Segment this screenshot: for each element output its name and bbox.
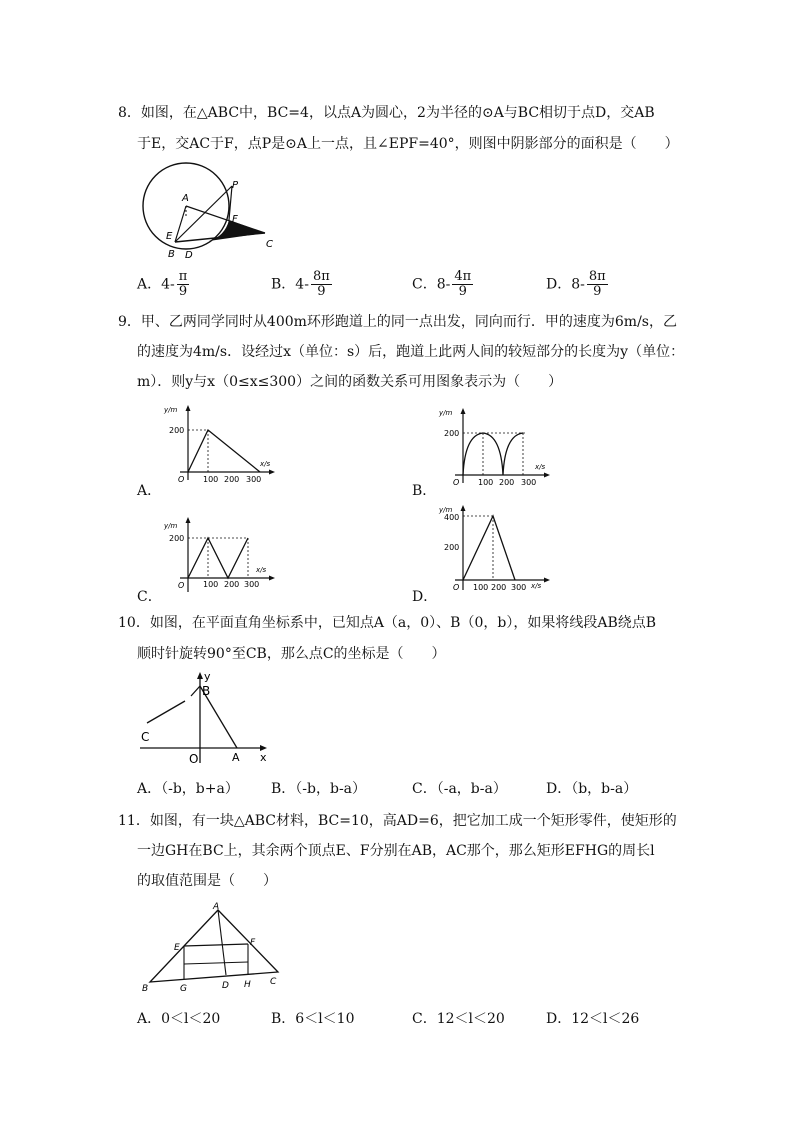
q9b-t100: 100 [478, 478, 494, 487]
q9d-t300: 300 [511, 583, 527, 592]
q9-graph-d [435, 500, 555, 600]
q9c-t200: 200 [224, 580, 240, 589]
q10-option-c[interactable]: C．（-a，b-a） [412, 781, 507, 797]
q10-label-a: A [232, 751, 240, 764]
q9c-ylabel: y/m [164, 522, 178, 530]
q8-label-c: C [266, 239, 273, 250]
q9c-y200: 200 [169, 534, 185, 543]
q11-label-e: E [174, 943, 180, 953]
q9d-y200: 200 [444, 543, 460, 552]
q9a-t300: 300 [246, 475, 262, 484]
q11-stem-line1: 11．如图，有一块△ABC材料，BC=10，高AD=6，把它加工成一个矩形零件，使矩形的 [118, 813, 677, 829]
q9c-t300: 300 [244, 580, 260, 589]
q9-stem-line2: 的速度为4m/s．设经过x（单位：s）后，跑道上此两人间的较短部分的长度为y（单位： [137, 344, 685, 360]
q8-label-d: D [185, 250, 193, 261]
q9d-y400: 400 [444, 513, 460, 522]
q10-option-d[interactable]: D．（b，b-a） [546, 781, 638, 797]
q11-label-h: H [244, 980, 251, 990]
q9b-ylabel: y/m [439, 409, 453, 417]
q11-label-b: B [142, 984, 149, 994]
q10-figure [135, 668, 275, 768]
q11-figure [138, 900, 288, 1000]
q9b-xlabel: x/s [535, 463, 546, 471]
q9-graph-c [160, 510, 280, 600]
q9-stem-line3: m）．则y与x（0≤x≤300）之间的函数关系可用图象表示为（ ） [137, 374, 563, 390]
q8-label-p: P [232, 180, 239, 191]
q9b-y200: 200 [444, 429, 460, 438]
q10-label-c: C [141, 730, 150, 744]
q9-option-c[interactable]: C． [137, 589, 162, 605]
q10-label-x: x [260, 751, 267, 764]
q9-option-b[interactable]: B． [412, 483, 437, 499]
q9d-ylabel: y/m [439, 506, 453, 514]
q11-option-a[interactable]: A．0＜l＜20 [137, 1011, 221, 1027]
q9d-origin: O [453, 583, 460, 592]
q11-label-a: A [213, 902, 220, 912]
q9-graph-a [160, 400, 280, 490]
q11-label-d: D [222, 981, 229, 991]
q9-option-d[interactable]: D． [412, 589, 438, 605]
q10-label-b: B [202, 684, 211, 698]
q9a-t200: 200 [224, 475, 240, 484]
q10-option-b[interactable]: B．（-b，b-a） [271, 781, 367, 797]
q9d-t100: 100 [473, 583, 489, 592]
q9c-t100: 100 [203, 580, 219, 589]
q8-figure [135, 160, 285, 265]
q8-option-d[interactable]: D．8- $\frac{8\pi}{9}$ [546, 269, 606, 299]
q11-label-g: G [180, 984, 187, 994]
q11-option-d[interactable]: D．12＜l＜26 [546, 1011, 640, 1027]
q9-option-a[interactable]: A． [137, 483, 162, 499]
q9a-xlabel: x/s [260, 460, 271, 468]
q11-option-c[interactable]: C．12＜l＜20 [412, 1011, 505, 1027]
q9d-t200: 200 [491, 583, 507, 592]
q10-stem-line1: 10．如图，在平面直角坐标系中，已知点A（a，0）、B（0，b），如果将线段AB绕点B [118, 615, 657, 631]
q9-stem-line1: 9．甲、乙两同学同时从400m环形跑道上的同一点出发，同向而行．甲的速度为6m/s，乙 [118, 314, 677, 330]
q10-label-y: y [204, 670, 211, 683]
q10-option-a[interactable]: A．（-b，b+a） [137, 781, 239, 797]
q8-option-c[interactable]: C．8- $\frac{4\pi}{9}$ [412, 269, 472, 299]
q9a-ylabel: y/m [164, 406, 178, 414]
q8-option-b[interactable]: B．4- $\frac{8\pi}{9}$ [271, 269, 330, 299]
q10-stem-line2: 顺时针旋转90°至CB，那么点C的坐标是（ ） [137, 646, 446, 662]
q8-stem-line1: 8．如图，在△ABC中，BC=4，以点A为圆心，2为半径的⊙A与BC相切于点D，交AB [118, 105, 655, 121]
q9-graph-b [435, 403, 555, 493]
q8-stem-line2: 于E，交AC于F，点P是⊙A上一点，且∠EPF=40°，则图中阴影部分的面积是（ ） [137, 136, 679, 152]
q9a-t100: 100 [203, 475, 219, 484]
q9d-xlabel: x/s [531, 582, 542, 590]
q9c-xlabel: x/s [256, 566, 267, 574]
q11-stem-line3: 的取值范围是（ ） [137, 873, 277, 889]
q8-label-a: A [182, 193, 189, 204]
q8-label-e: E [166, 231, 173, 242]
q11-option-b[interactable]: B．6＜l＜10 [271, 1011, 355, 1027]
q11-label-f: F [250, 938, 256, 948]
q9a-origin: O [178, 475, 185, 484]
q8-label-f: F [232, 214, 238, 225]
q10-label-o: O [189, 752, 199, 766]
q9c-origin: O [178, 581, 185, 590]
q11-stem-line2: 一边GH在BC上，其余两个顶点E、F分别在AB，AC那个，那么矩形EFHG的周长l [137, 843, 655, 859]
q9b-t200: 200 [499, 478, 515, 487]
q8-option-a[interactable]: A．4- $\frac{\pi}{9}$ [137, 269, 188, 299]
q9b-t300: 300 [521, 478, 537, 487]
q8-label-b: B [168, 249, 175, 260]
q11-label-c: C [270, 977, 277, 987]
q9a-y200: 200 [169, 426, 185, 435]
q9b-origin: O [453, 478, 460, 487]
